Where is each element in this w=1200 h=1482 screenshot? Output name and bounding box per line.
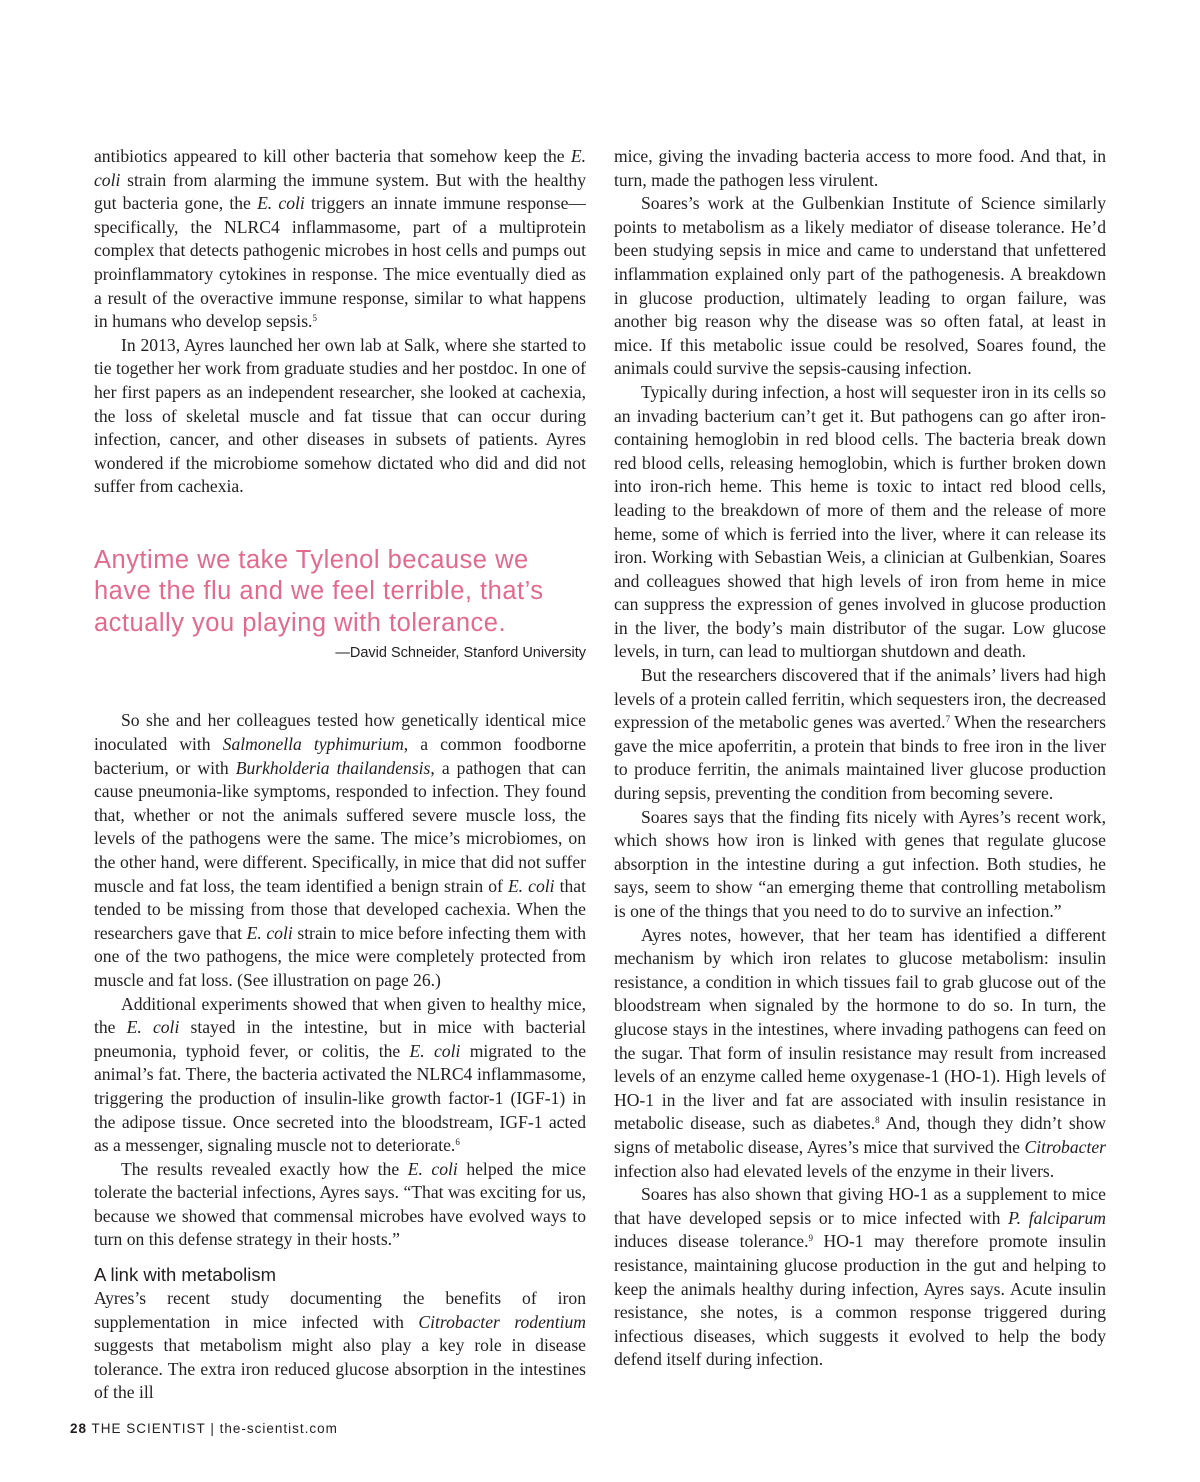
text-run: When the researchers gave the mice apoferritin, a protein that binds to free iron in the liver to produce ferritin, the animals maintained liver glucose production during sepsis, preventing the condition from becoming severe. (614, 712, 1106, 804)
body-paragraph (614, 924, 1106, 1184)
body-paragraph (94, 1158, 586, 1252)
body-paragraph (94, 709, 586, 992)
page-footer (70, 1421, 338, 1436)
text-run: mice, giving the invading bacteria access to more food. And that, in turn, made the pathogen less virulent. (614, 146, 1106, 190)
footnote-ref: 7 (945, 714, 951, 725)
italic-text: E. coli (94, 146, 586, 190)
text-run: And, though they didn’t show signs of metabolic disease, Ayres’s mice that survived the (614, 1113, 1106, 1157)
text-run: Typically during infection, a host will sequester iron in its cells so an invading bacterium can’t get it. But pathogens can go after iron-containing hemoglobin in red blood cells. The bacteria break down red blood cells, releasing hemoglobin, which is further broken down into iron-rich heme. This heme is toxic to intact red blood cells, leading to the breakdown of more of them and the release of more heme, some of which is ferried into the liver, where it can release its iron. Working with Sebastian Weis, a clinician at Gulbenkian, Soares and colleagues showed that high levels of iron from heme in mice can suppress the expression of genes involved in glucose production in the liver, the body’s main distributor of the sugar. Low glucose levels, in turn, can lead to multiorgan shutdown and death. (614, 381, 1106, 662)
magazine-url: the-scientist.com (219, 1421, 338, 1436)
text-run: induces disease tolerance. (614, 1231, 809, 1252)
text-run: In 2013, Ayres launched her own lab at Salk, where she started to tie together her work from graduate studies and her postdoc. In one of her first papers as an independent researcher, she looked at cachexia, the loss of skeletal muscle and fat tissue that can occur during infection, cancer, and other diseases in subsets of patients. Ayres wondered if the microbiome somehow dictated who did and did not suffer from cachexia. (94, 334, 586, 497)
footer-separator: | (210, 1421, 215, 1436)
text-run: Additional experiments showed that when given to healthy mice, the (94, 993, 586, 1038)
text-run: helped the mice tolerate the bacterial infections, Ayres says. “That was exciting for us, because we showed that commensal microbes have evolved ways to turn on this defense strategy in their hosts.” (94, 1158, 586, 1250)
right-column (614, 145, 1106, 1372)
text-run: antibiotics appeared to kill other bacteria that somehow keep the (94, 146, 571, 166)
text-run: Soares’s work at the Gulbenkian Institute of Science similarly points to metabolism as a likely mediator of disease tolerance. He’d been studying sepsis in mice and came to understand that unfettered inflammation explained only part of the pathogenesis. A breakdown in glucose production, ultimately leading to organ failure, was another big reason why the disease was so often fatal, at least in mice. If this metabolic issue could be resolved, Soares found, the animals could survive the sepsis-causing infection. (614, 193, 1106, 379)
italic-text: E. coli (409, 1040, 461, 1061)
body-paragraph (614, 1183, 1106, 1372)
text-run: infection also had elevated levels of the enzyme in their livers. (614, 1160, 1055, 1181)
text-run: that tended to be missing from those that developed cachexia. When the researchers gave that (94, 875, 587, 943)
body-paragraph (614, 145, 1106, 192)
text-run: So she and her colleagues tested how genetically identical mice inoculated with (94, 710, 586, 754)
text-run: Soares has also shown that giving HO-1 as a supplement to mice that have developed sepsis or to mice infected with (614, 1184, 1106, 1228)
italic-text: Citrobacter (1024, 1136, 1106, 1157)
text-run: triggers an innate immune response—specifically, the NLRC4 inflammasome, part of a multiprotein complex that detects pathogenic microbes in host cells and pumps out proinflammatory cytokines in response. The mice eventually died as a result of the overactive immune response, similar to what happens in humans who develop sepsis. (94, 193, 586, 332)
text-run: , a common foodborne bacterium, or with (94, 734, 587, 778)
italic-text: E. coli (257, 193, 305, 214)
italic-text: E. coli (507, 875, 555, 896)
body-paragraph (614, 806, 1106, 924)
text-run: stayed in the intestine, but in mice with bacterial pneumonia, typhoid fever, or colitis, the (94, 1017, 586, 1061)
text-run: strain to mice before infecting them with one of the two pathogens, the mice were completely protected from muscle and fat loss. (See illustration on page 26.) (94, 922, 587, 990)
italic-text: P. falciparum (1008, 1207, 1106, 1228)
italic-text: Salmonella typhimurium (222, 734, 404, 754)
body-paragraph (614, 664, 1106, 806)
text-run: , a pathogen that can cause pneumonia-like symptoms, responded to infection. They found that, whether or not the animals suffered severe muscle loss, the levels of the pathogens were the same. The mice’s microbiomes, on the other hand, were different. Specifically, in mice that did not suffer muscle and fat loss, the team identified a benign strain of (94, 757, 586, 896)
body-paragraph (94, 334, 586, 499)
section-subhead: A link with metabolism (94, 1264, 276, 1286)
left-column (94, 145, 586, 1405)
italic-text: E. coli (407, 1158, 458, 1179)
body-paragraph (614, 192, 1106, 381)
text-run: The results revealed exactly how the (121, 1158, 408, 1179)
footnote-ref: 8 (875, 1115, 880, 1126)
body-paragraph (94, 145, 586, 334)
body-paragraph (94, 993, 586, 1158)
footnote-ref: 5 (312, 313, 317, 324)
italic-text: E. coli (246, 922, 293, 943)
italic-text: Citrobacter rodentium (418, 1311, 586, 1332)
text-run: Soares says that the finding fits nicely with Ayres’s recent work, which shows how iron is linked with genes that regulate glucose absorption in the intestine during a gut infection. Both studies, he says, seem to show “an emerging theme that controlling metabolism is one of the things that you need to do to survive an infection.” (614, 806, 1106, 921)
pull-quote-attribution: —David Schneider, Stanford University (335, 645, 586, 662)
footnote-ref: 9 (808, 1233, 813, 1244)
body-paragraph (614, 381, 1106, 664)
text-run: But the researchers discovered that if the animals’ livers had high levels of a protein called ferritin, which sequesters iron, the decreased expression of the metabolic genes was averted. (614, 665, 1106, 733)
footnote-ref: 6 (455, 1137, 460, 1148)
text-run: strain from alarming the immune system. But with the healthy gut bacteria gone, the (94, 169, 586, 214)
text-run: Ayres’s recent study documenting the benefits of iron supplementation in mice infected with (94, 1288, 586, 1332)
text-run: suggests that metabolism might also play a key role in disease tolerance. The extra iron reduced glucose absorption in the intestines of the ill (94, 1335, 586, 1403)
text-run: Ayres notes, however, that her team has identified a different mechanism by which iron relates to glucose metabolism: insulin resistance, a condition in which tissues fail to grab glucose out of the bloodstream when signaled by the hormone to do so. In turn, the glucose stays in the intestines, where invading pathogens can feed on the sugar. That form of insulin resistance may result from increased levels of an enzyme called heme oxygenase-1 (HO-1). High levels of HO-1 in the liver and fat are associated with insulin resistance in metabolic disease, such as diabetes. (614, 924, 1106, 1134)
pull-quote-text: Anytime we take Tylenol because we have the flu and we feel terrible, that’s actually you playing with tolerance. (94, 545, 544, 637)
italic-text: E. coli (126, 1017, 180, 1038)
pull-quote (94, 545, 586, 664)
body-paragraph (94, 1287, 586, 1405)
italic-text: Burkholderia thailandensis (235, 757, 431, 778)
page-number: 28 (70, 1421, 88, 1436)
text-run: HO-1 may therefore promote insulin resistance, maintaining glucose production in the gut and helping to keep the animals healthy during infection, Ayres says. Acute insulin resistance, she notes, is a common response triggered during infectious diseases, which suggests it evolved to help the body defend itself during infection. (614, 1231, 1106, 1370)
text-run: migrated to the animal’s fat. There, the bacteria activated the NLRC4 inflammasome, triggering the production of insulin-like growth factor-1 (IGF-1) in the adipose tissue. Once secreted into the bloodstream, IGF-1 acted as a messenger, signaling muscle not to deteriorate. (94, 1040, 587, 1156)
magazine-name: THE SCIENTIST (91, 1421, 206, 1436)
